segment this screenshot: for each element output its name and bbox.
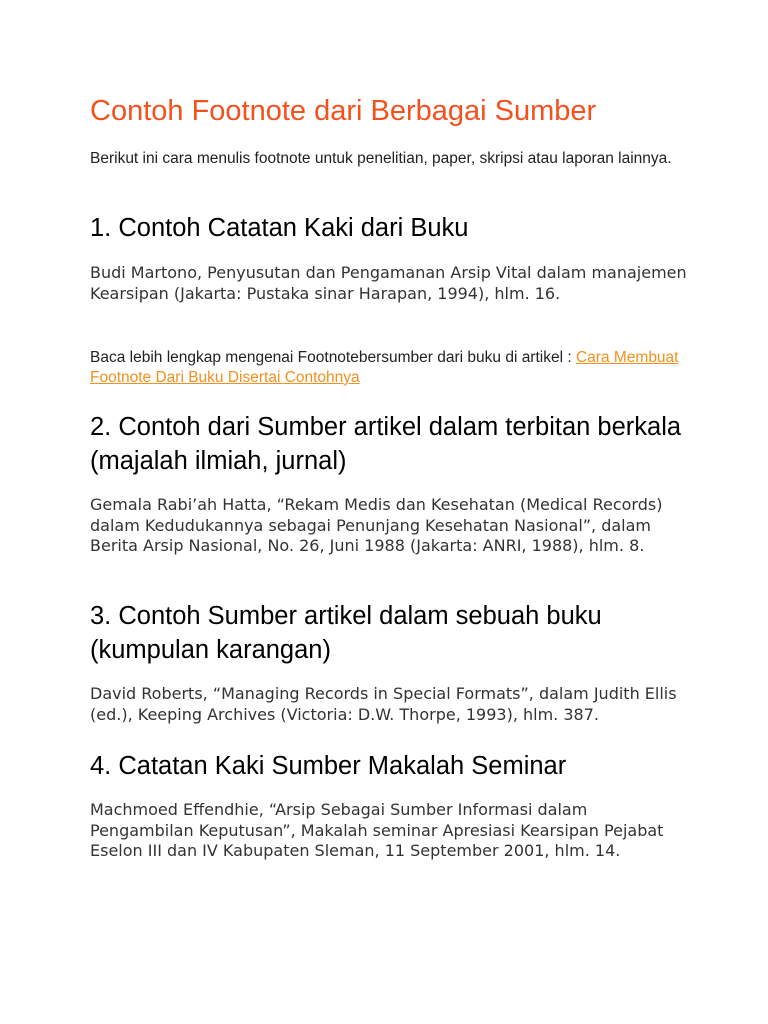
- section-heading-periodical: 2. Contoh dari Sumber artikel dalam terbitan berkala (majalah ilmiah, jurnal): [90, 413, 682, 475]
- section-heading-book: 1. Contoh Catatan Kaki dari Buku: [90, 214, 469, 242]
- reference-periodical: Gemala Rabi’ah Hatta, “Rekam Medis dan Kesehatan (Medical Records) dalam Kedudukannya sebagai Penunjang Kesehatan Nasional”, dalam Berita Arsip Nasional, No. 26, Juni 1988 (Jakarta: ANRI, 1988), hlm. 8.: [90, 495, 663, 555]
- read-more-text: Baca lebih lengkap mengenai Footnotebersumber dari buku di artikel :: [90, 349, 576, 366]
- read-more-link[interactable]: Cara Membuat Footnote Dari Buku Disertai Contohnya: [90, 349, 679, 386]
- intro-paragraph: Berikut ini cara menulis footnote untuk penelitian, paper, skripsi atau laporan lainnya.: [90, 150, 672, 167]
- reference-anthology: David Roberts, “Managing Records in Special Formats”, dalam Judith Ellis (ed.), Keeping Archives (Victoria: D.W. Thorpe, 1993), hlm. 387.: [90, 684, 677, 724]
- section-heading-anthology: 3. Contoh Sumber artikel dalam sebuah buku (kumpulan karangan): [90, 602, 602, 664]
- page-title: Contoh Footnote dari Berbagai Sumber: [90, 95, 597, 127]
- read-more-paragraph: [90, 348, 680, 388]
- reference-book: Budi Martono, Penyusutan dan Pengamanan Arsip Vital dalam manajemen Kearsipan (Jakarta: Pustaka sinar Harapan, 1994), hlm. 16.: [90, 263, 687, 303]
- section-heading-seminar: 4. Catatan Kaki Sumber Makalah Seminar: [90, 752, 567, 780]
- reference-seminar: Machmoed Effendhie, “Arsip Sebagai Sumber Informasi dalam Pengambilan Keputusan”, Makalah seminar Apresiasi Kearsipan Pejabat Eselon III dan IV Kabupaten Sleman, 11 September 2001, hlm. 14.: [90, 800, 664, 860]
